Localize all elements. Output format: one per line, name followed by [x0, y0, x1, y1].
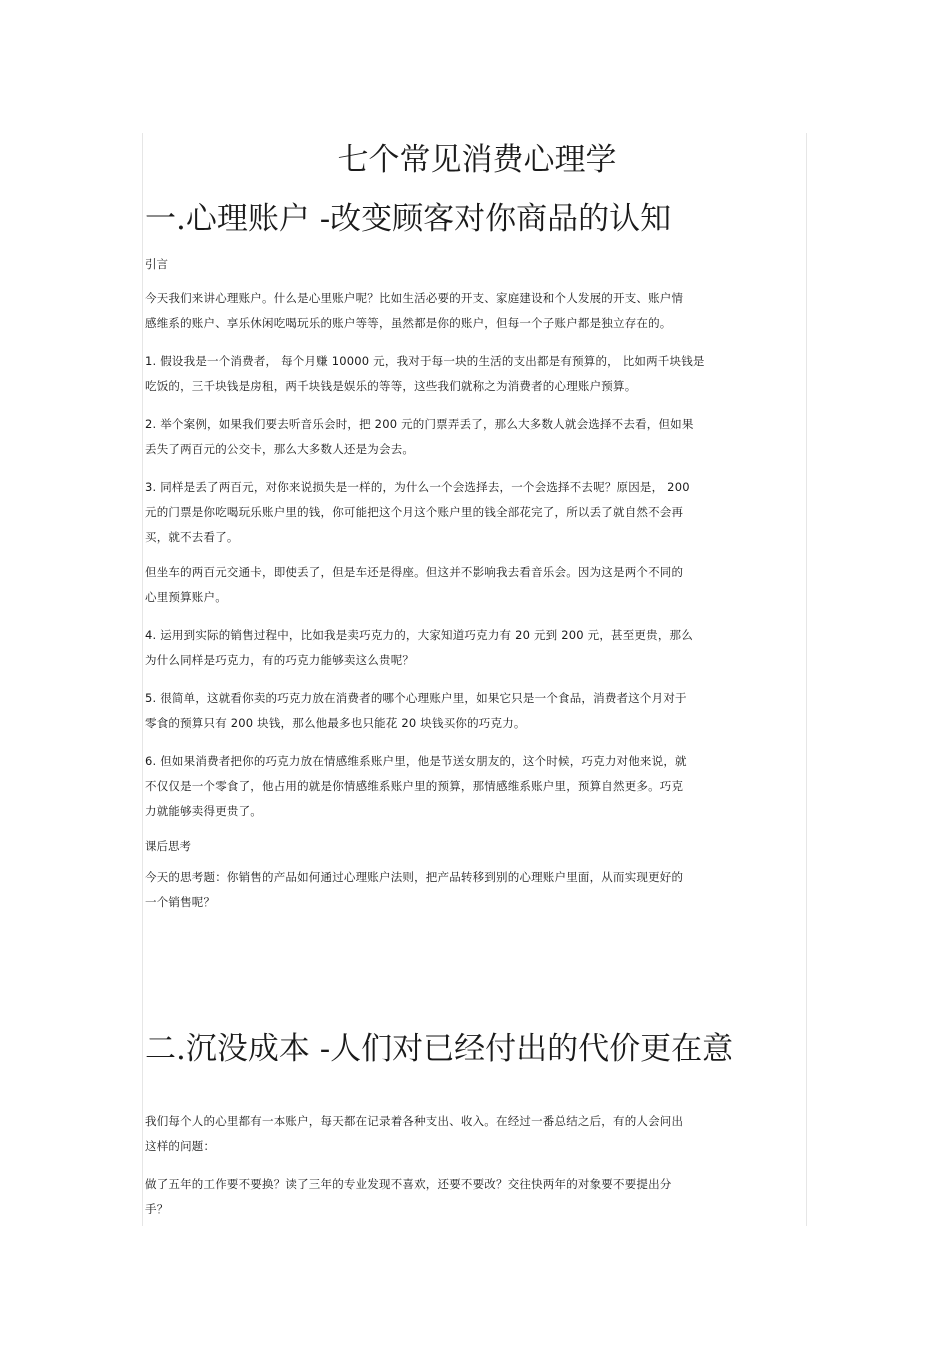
- section-2-paragraphs: [145, 1109, 809, 1222]
- document-body: [145, 140, 809, 1222]
- paragraph: 2. 举个案例，如果我们要去听音乐会时，把 200 元的门票弄丢了，那么大多数人就会选择不去看，但如果 丢失了两百元的公交卡，那么大多数人还是为会去。: [145, 417, 694, 456]
- paragraph: 我们每个人的心里都有一本账户，每天都在记录着各种支出、收入。在经过一番总结之后，有的人会问出 这样的问题：: [145, 1114, 684, 1153]
- paragraph: 3. 同样是丢了两百元，对你来说损失是一样的，为什么一个会选择去，一个会选择不去呢？原因是， 200 元的门票是你吃喝玩乐账户里的钱，你可能把这个月这个账户里的钱全部花完了，所以丢了就自然不会再 买，就不去看了。: [145, 480, 690, 544]
- intro-label: 引言: [145, 257, 168, 271]
- paragraph: 做了五年的工作要不要换？读了三年的专业发现不喜欢，还要不要改？交往快两年的对象要不要提出分 手？: [145, 1177, 672, 1216]
- thinking-question: 今天的思考题：你销售的产品如何通过心理账户法则，把产品转移到别的心理账户里面，从而实现更好的 一个销售呢？: [145, 870, 684, 909]
- paragraph: 6. 但如果消费者把你的巧克力放在情感维系账户里，他是节送女朋友的，这个时候，巧克力对他来说，就 不仅仅是一个零食了，他占用的就是你情感维系账户里的预算，那情感维系账户里，预算自然更多。巧克 力就能够卖得更贵了。: [145, 754, 687, 818]
- after-class-label: 课后思考: [145, 839, 191, 853]
- section-1-paragraphs: [145, 286, 809, 824]
- section-1-heading: 一.心理账户 -改变顾客对你商品的认知: [145, 201, 672, 237]
- section-2-heading: 二.沉没成本 -人们对已经付出的代价更在意: [145, 1031, 734, 1067]
- page-border-left: [142, 133, 143, 1226]
- paragraph: 1. 假设我是一个消费者， 每个月赚 10000 元，我对于每一块的生活的支出都是有预算的， 比如两千块钱是 吃饭的，三千块钱是房租，两千块钱是娱乐的等等，这些我们就称之为消费者的心理账户预算。: [145, 354, 705, 393]
- paragraph: 但坐车的两百元交通卡，即使丢了，但是车还是得座。但这并不影响我去看音乐会。因为这是两个不同的 心里预算账户。: [145, 565, 684, 604]
- paragraph: 4. 运用到实际的销售过程中，比如我是卖巧克力的，大家知道巧克力有 20 元到 200 元，甚至更贵，那么 为什么同样是巧克力，有的巧克力能够卖这么贵呢？: [145, 628, 693, 667]
- paragraph: 5. 很简单，这就看你卖的巧克力放在消费者的哪个心理账户里，如果它只是一个食品，消费者这个月对于 零食的预算只有 200 块钱，那么他最多也只能花 20 块钱买你的巧克力。: [145, 691, 687, 730]
- document-title: 七个常见消费心理学: [337, 142, 617, 178]
- paragraph: 今天我们来讲心理账户。什么是心里账户呢？比如生活必要的开支、家庭建设和个人发展的开支、账户情 感维系的账户、享乐休闲吃喝玩乐的账户等等，虽然都是你的账户，但每一个子账户都是独立存在的。: [145, 291, 684, 330]
